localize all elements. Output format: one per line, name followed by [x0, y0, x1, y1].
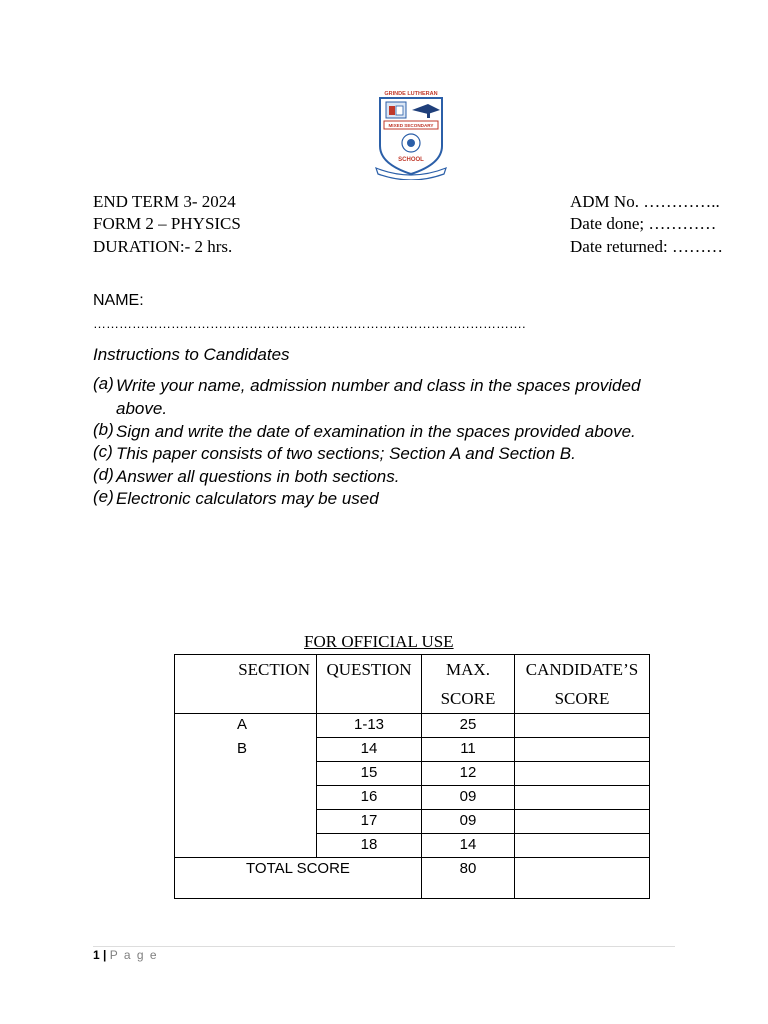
instruction-text: Write your name, admission number and class in the spaces provided above.	[116, 376, 641, 418]
footer-separator: |	[103, 948, 107, 962]
exam-title: END TERM 3- 2024	[93, 192, 236, 211]
total-score-label: TOTAL SCORE	[175, 858, 422, 899]
section-cell	[175, 714, 317, 858]
max-score-cell: 12	[422, 762, 515, 786]
school-crest-logo	[372, 88, 450, 180]
header-max-score	[422, 655, 515, 714]
max-score-cell: 09	[422, 810, 515, 834]
question-cell: 18	[317, 834, 422, 858]
score-table	[174, 654, 650, 899]
page-footer	[93, 948, 158, 962]
total-max-cell: 80	[422, 858, 515, 899]
instruction-item	[93, 442, 693, 462]
svg-text:SCHOOL: SCHOOL	[398, 157, 424, 163]
section-b: B	[237, 740, 248, 757]
max-score-cell: 14	[422, 834, 515, 858]
instruction-text: Sign and write the date of examination in the spaces provided above.	[116, 422, 636, 441]
candidate-score-cell[interactable]	[515, 786, 650, 810]
official-use-title: FOR OFFICIAL USE	[304, 632, 454, 651]
table-header-row	[175, 655, 650, 714]
question-cell: 14	[317, 738, 422, 762]
instruction-text: This paper consists of two sections; Section A and Section B.	[116, 444, 576, 463]
svg-text:GRINDE LUTHERAN: GRINDE LUTHERAN	[384, 91, 438, 97]
header-max-line2: SCORE	[440, 689, 496, 708]
instruction-item	[93, 374, 693, 418]
instructions-title: Instructions to Candidates	[93, 345, 290, 364]
header-section-text: SECTION	[238, 660, 310, 679]
header-max-line1: MAX.	[446, 660, 490, 679]
instruction-item	[93, 487, 693, 507]
question-cell: 16	[317, 786, 422, 810]
instruction-item	[93, 465, 693, 485]
instruction-label: (b)	[93, 420, 114, 439]
footer-divider	[93, 946, 675, 947]
section-a: A	[237, 716, 248, 733]
header-candidate-score	[515, 655, 650, 714]
header-cand-line1: CANDIDATE’S	[525, 660, 639, 679]
candidate-score-cell[interactable]	[515, 738, 650, 762]
instruction-item	[93, 420, 693, 440]
page-number: 1	[93, 948, 100, 962]
duration: DURATION:- 2 hrs.	[93, 237, 233, 256]
question-cell: 1-13	[317, 714, 422, 738]
svg-text:MIXED SECONDARY: MIXED SECONDARY	[388, 123, 434, 128]
instruction-label: (e)	[93, 487, 114, 506]
name-label: NAME:	[93, 292, 144, 309]
instruction-text: Electronic calculators may be used	[116, 489, 379, 508]
candidate-score-cell[interactable]	[515, 762, 650, 786]
question-cell: 15	[317, 762, 422, 786]
form-subject: FORM 2 – PHYSICS	[93, 214, 241, 233]
instruction-text: Answer all questions in both sections.	[116, 467, 400, 486]
max-score-cell: 25	[422, 714, 515, 738]
total-row	[175, 858, 650, 899]
instruction-label: (d)	[93, 465, 114, 484]
header-cand-line2: SCORE	[554, 689, 610, 708]
adm-no-field[interactable]: ADM No. …………..	[570, 192, 720, 211]
total-candidate-cell[interactable]	[515, 858, 650, 899]
question-cell: 17	[317, 810, 422, 834]
date-done-field[interactable]: Date done; …………	[570, 214, 717, 233]
header-question	[317, 655, 422, 714]
table-row	[175, 714, 650, 738]
instruction-label: (c)	[93, 442, 113, 461]
name-field[interactable]: ……………………………………………………………………………………….	[93, 316, 526, 331]
header-question-text: QUESTION	[326, 660, 412, 679]
date-returned-field[interactable]: Date returned: ………	[570, 237, 723, 256]
max-score-cell: 11	[422, 738, 515, 762]
candidate-score-cell[interactable]	[515, 810, 650, 834]
header-section	[175, 655, 317, 714]
page-word: P a g e	[109, 948, 159, 962]
max-score-cell: 09	[422, 786, 515, 810]
candidate-score-cell[interactable]	[515, 834, 650, 858]
instruction-label: (a)	[93, 374, 114, 393]
candidate-score-cell[interactable]	[515, 714, 650, 738]
